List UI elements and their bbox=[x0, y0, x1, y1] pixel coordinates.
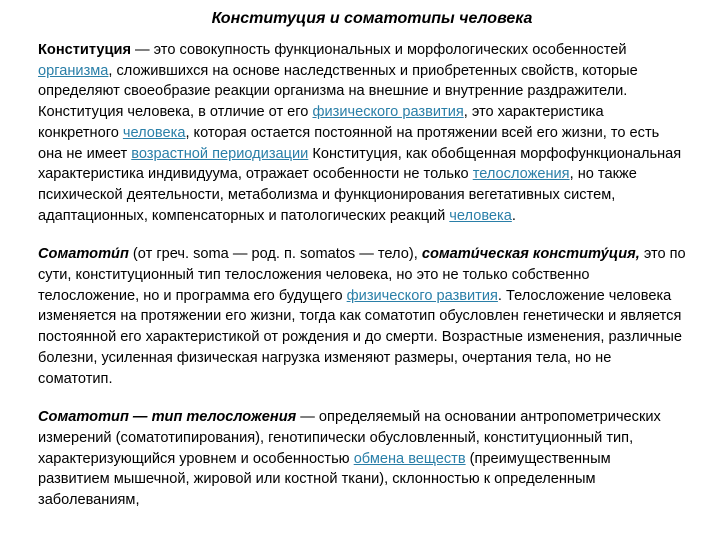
text-segment: это по сути, конституционный тип телосложения человека, но это не только собственно телосложение, но и программа его будущего bbox=[38, 246, 686, 304]
text-segment: , сложившихся на основе наследственных и приобретенных свойств, которые определяют своеобразие реакции организма на внешние и внутренние раздражители. Конституция человека, в отличие от его bbox=[38, 62, 638, 121]
text-segment: , которая остается постоянной на протяжении всей его жизни, то есть она не имеет bbox=[38, 124, 660, 162]
text-segment: (от греч. soma — род. п. somatos — тело), bbox=[128, 246, 422, 263]
link-age-periodization[interactable]: возрастной периодизации bbox=[131, 145, 309, 162]
term-somatic-constitution: сомати́ческая конститу́ция, bbox=[421, 246, 640, 263]
text-segment: (преимущественным развитием мышечной, жировой или костной ткани), склонностью к определенным заболеваниям, bbox=[38, 450, 611, 509]
text-segment: — это совокупность функциональных и морфологических особенностей bbox=[130, 42, 627, 58]
page-title: Конституция и соматотипы человека bbox=[211, 10, 533, 27]
term-constitution: Конституция bbox=[38, 42, 131, 58]
link-human-2[interactable]: человека bbox=[449, 207, 512, 224]
text-segment: — определяемый на основании антропометрических измерений (соматотипирования), генотипически обусловленный, конституционный тип, характеризующийся уровнем и особенностью bbox=[38, 409, 661, 467]
text-segment: . bbox=[511, 207, 516, 224]
term-somatotype: Соматоти́п bbox=[38, 246, 129, 263]
link-organism[interactable]: организма bbox=[38, 62, 109, 79]
paragraph-somatotype bbox=[38, 244, 686, 389]
link-human[interactable]: человека bbox=[122, 124, 186, 141]
link-metabolism[interactable]: обмена веществ bbox=[353, 450, 466, 467]
text-segment: . Телосложение человека изменяется на протяжении его жизни, тогда как соматотип обусловлен генетически и является постоянной его характеристикой от рождения и до смерти. Возрастные изменения, различные болезни, усиленная физическая нагрузка изменяют размеры, очертания тела, но не соматотип. bbox=[38, 287, 683, 387]
text-segment: Конституция, как обобщенная морфофункциональная характеристика индивидуума, отражает особенности не только bbox=[38, 145, 682, 183]
paragraph-somatotype-definition bbox=[38, 407, 686, 511]
link-physical-development[interactable]: физического развития bbox=[312, 104, 464, 121]
paragraph-constitution bbox=[38, 40, 686, 226]
link-physical-development-2[interactable]: физического развития bbox=[346, 287, 498, 304]
text-segment: , это характеристика конкретного bbox=[38, 104, 604, 141]
text-segment: , но также психической деятельности, метаболизма и функционирования вегетативных систем, адаптационных, компенсаторных и патологических реакций bbox=[38, 166, 637, 224]
term-somatotype-body-type: Соматотип — тип телосложения bbox=[38, 409, 297, 426]
link-body-build[interactable]: телосложения bbox=[472, 166, 570, 183]
